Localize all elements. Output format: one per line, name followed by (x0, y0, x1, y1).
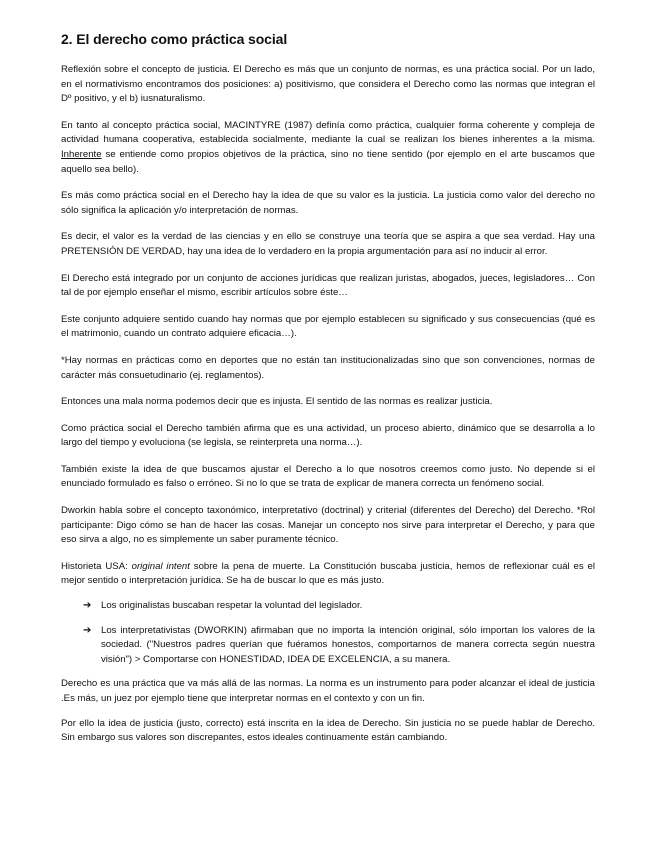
underlined-term: Inherente (61, 148, 102, 160)
paragraph-norms-meaning: Este conjunto adquiere sentido cuando hay normas que por ejemplo establecen su significado y sus consecuencias (qué es el matrimonio, cuando un contrato adquiere eficacia…). (61, 313, 595, 340)
paragraph-dworkin: Dworkin habla sobre el concepto taxonómico, interpretativo (doctrinal) y criterial (diferentes del Derecho) del Derecho. *Rol participante: Digo cómo se han de hacer las cosas. Manejar un concepto nos sirve para interpretar el Derecho, y para que eso sirva a algo, no es simplemente un saber puramente técnico. (61, 505, 595, 546)
paragraph-macintyre (61, 119, 595, 177)
paragraph-value-justice: Es más como práctica social en el Derecho hay la idea de que su valor es la justicia. La justicia como valor del derecho no sólo significa la aplicación y/o interpretación de normas. (61, 190, 595, 216)
arrow-right-icon: ➔ (83, 624, 92, 636)
italic-term: original intent (131, 560, 190, 572)
paragraph-legal-actions: El Derecho está integrado por un conjunto de acciones jurídicas que realizan juristas, abogados, jueces, legisladores… Con tal de por ejemplo enseñar el mismo, escribir artículos sobre éste… (61, 272, 595, 299)
paragraph-macintyre-text-end: se entiende como propios objetivos de la práctica, sino no tiene sentido (por ejemplo en el arte buscamos que aquello sea bello). (61, 148, 595, 175)
list-item (83, 599, 595, 614)
paragraph-justice-reflection: Reflexión sobre el concepto de justicia. El Derecho es más que un conjunto de normas, es una práctica social. Por un lado, en el normativismo encontramos dos posiciones: a) positivismo, que considera el Derecho como las normas que integran el Dº positivo, y el b) iusnaturalismo. (61, 64, 595, 105)
arrow-right-icon: ➔ (83, 600, 92, 612)
paragraph-usa-story (61, 560, 595, 589)
paragraph-adjust-law: También existe la idea de que buscamos ajustar el Derecho a lo que nosotros creemos como justo. No depende si el enunciado formulado es falso o erróneo. Si no lo que se trata de explicar de manera correcta un fenómeno social. (61, 463, 595, 490)
bullet-text: Los interpretativistas (DWORKIN) afirmaban que no importa la intención original, sólo importan los valores de la sociedad. ("Nuestros padres querían que fuéramos honestos, comportarnos de manera correcta según nuestra visión") > Comportarse con HONESTIDAD, IDEA DE EXCELENCIA, a su manera. (101, 624, 595, 665)
document-page (61, 0, 595, 746)
section-title: 2. El derecho como práctica social (61, 31, 288, 47)
paragraph-conventions-note: *Hay normas en prácticas como en deportes que no están tan institucionalizadas sino que son convenciones, normas de carácter más consuetudinario (ej. reglamentos). (61, 354, 595, 381)
list-item (83, 624, 595, 668)
paragraph-usa-story-text-end: sobre la pena de muerte. La Constitución buscaba justicia, hemos de reflexionar cuál es el mejor sentido o interpretación jurídica. Se ha de buscar lo que es más justo. (61, 560, 595, 587)
paragraph-justice-inscribed: Por ello la idea de justicia (justo, correcto) está inscrita en la idea de Derecho. Sin justicia no se puede hablar de Derecho. Sin embargo sus valores son discrepantes, estos ideales continuamente están cambiando. (61, 717, 595, 744)
paragraph-open-process: Como práctica social el Derecho también afirma que es una actividad, un proceso abierto, dinámico que se desarrolla a lo largo del tiempo y evoluciona (se legisla, se reinterpreta una norma…). (61, 422, 595, 449)
bullet-text: Los originalistas buscaban respetar la voluntad del legislador. (101, 600, 363, 612)
paragraph-truth-claim: Es decir, el valor es la verdad de las ciencias y en ello se construye una teoría que se aspira a que sea verdad. Hay una PRETENSIÓN DE VERDAD, hay una idea de lo verdadero en la propia argumentación para así no inducir al error. (61, 231, 595, 257)
bullet-list (61, 599, 595, 667)
paragraph-macintyre-text: En tanto al concepto práctica social, MACINTYRE (1987) definía como práctica, cualquier forma coherente y compleja de actividad humana cooperativa, establecida socialmente, mediante la cual se realizan los bienes inherentes a la misma. (61, 119, 595, 146)
paragraph-bad-norm: Entonces una mala norma podemos decir que es injusta. El sentido de las normas es realizar justicia. (61, 396, 493, 408)
paragraph-usa-story-text: Historieta USA: (61, 560, 132, 572)
paragraph-beyond-norms: Derecho es una práctica que va más allá de las normas. La norma es un instrumento para poder alcanzar el ideal de justicia .Es más, un juez por ejemplo tiene que interpretar normas en el contexto y con un fin. (61, 678, 595, 704)
